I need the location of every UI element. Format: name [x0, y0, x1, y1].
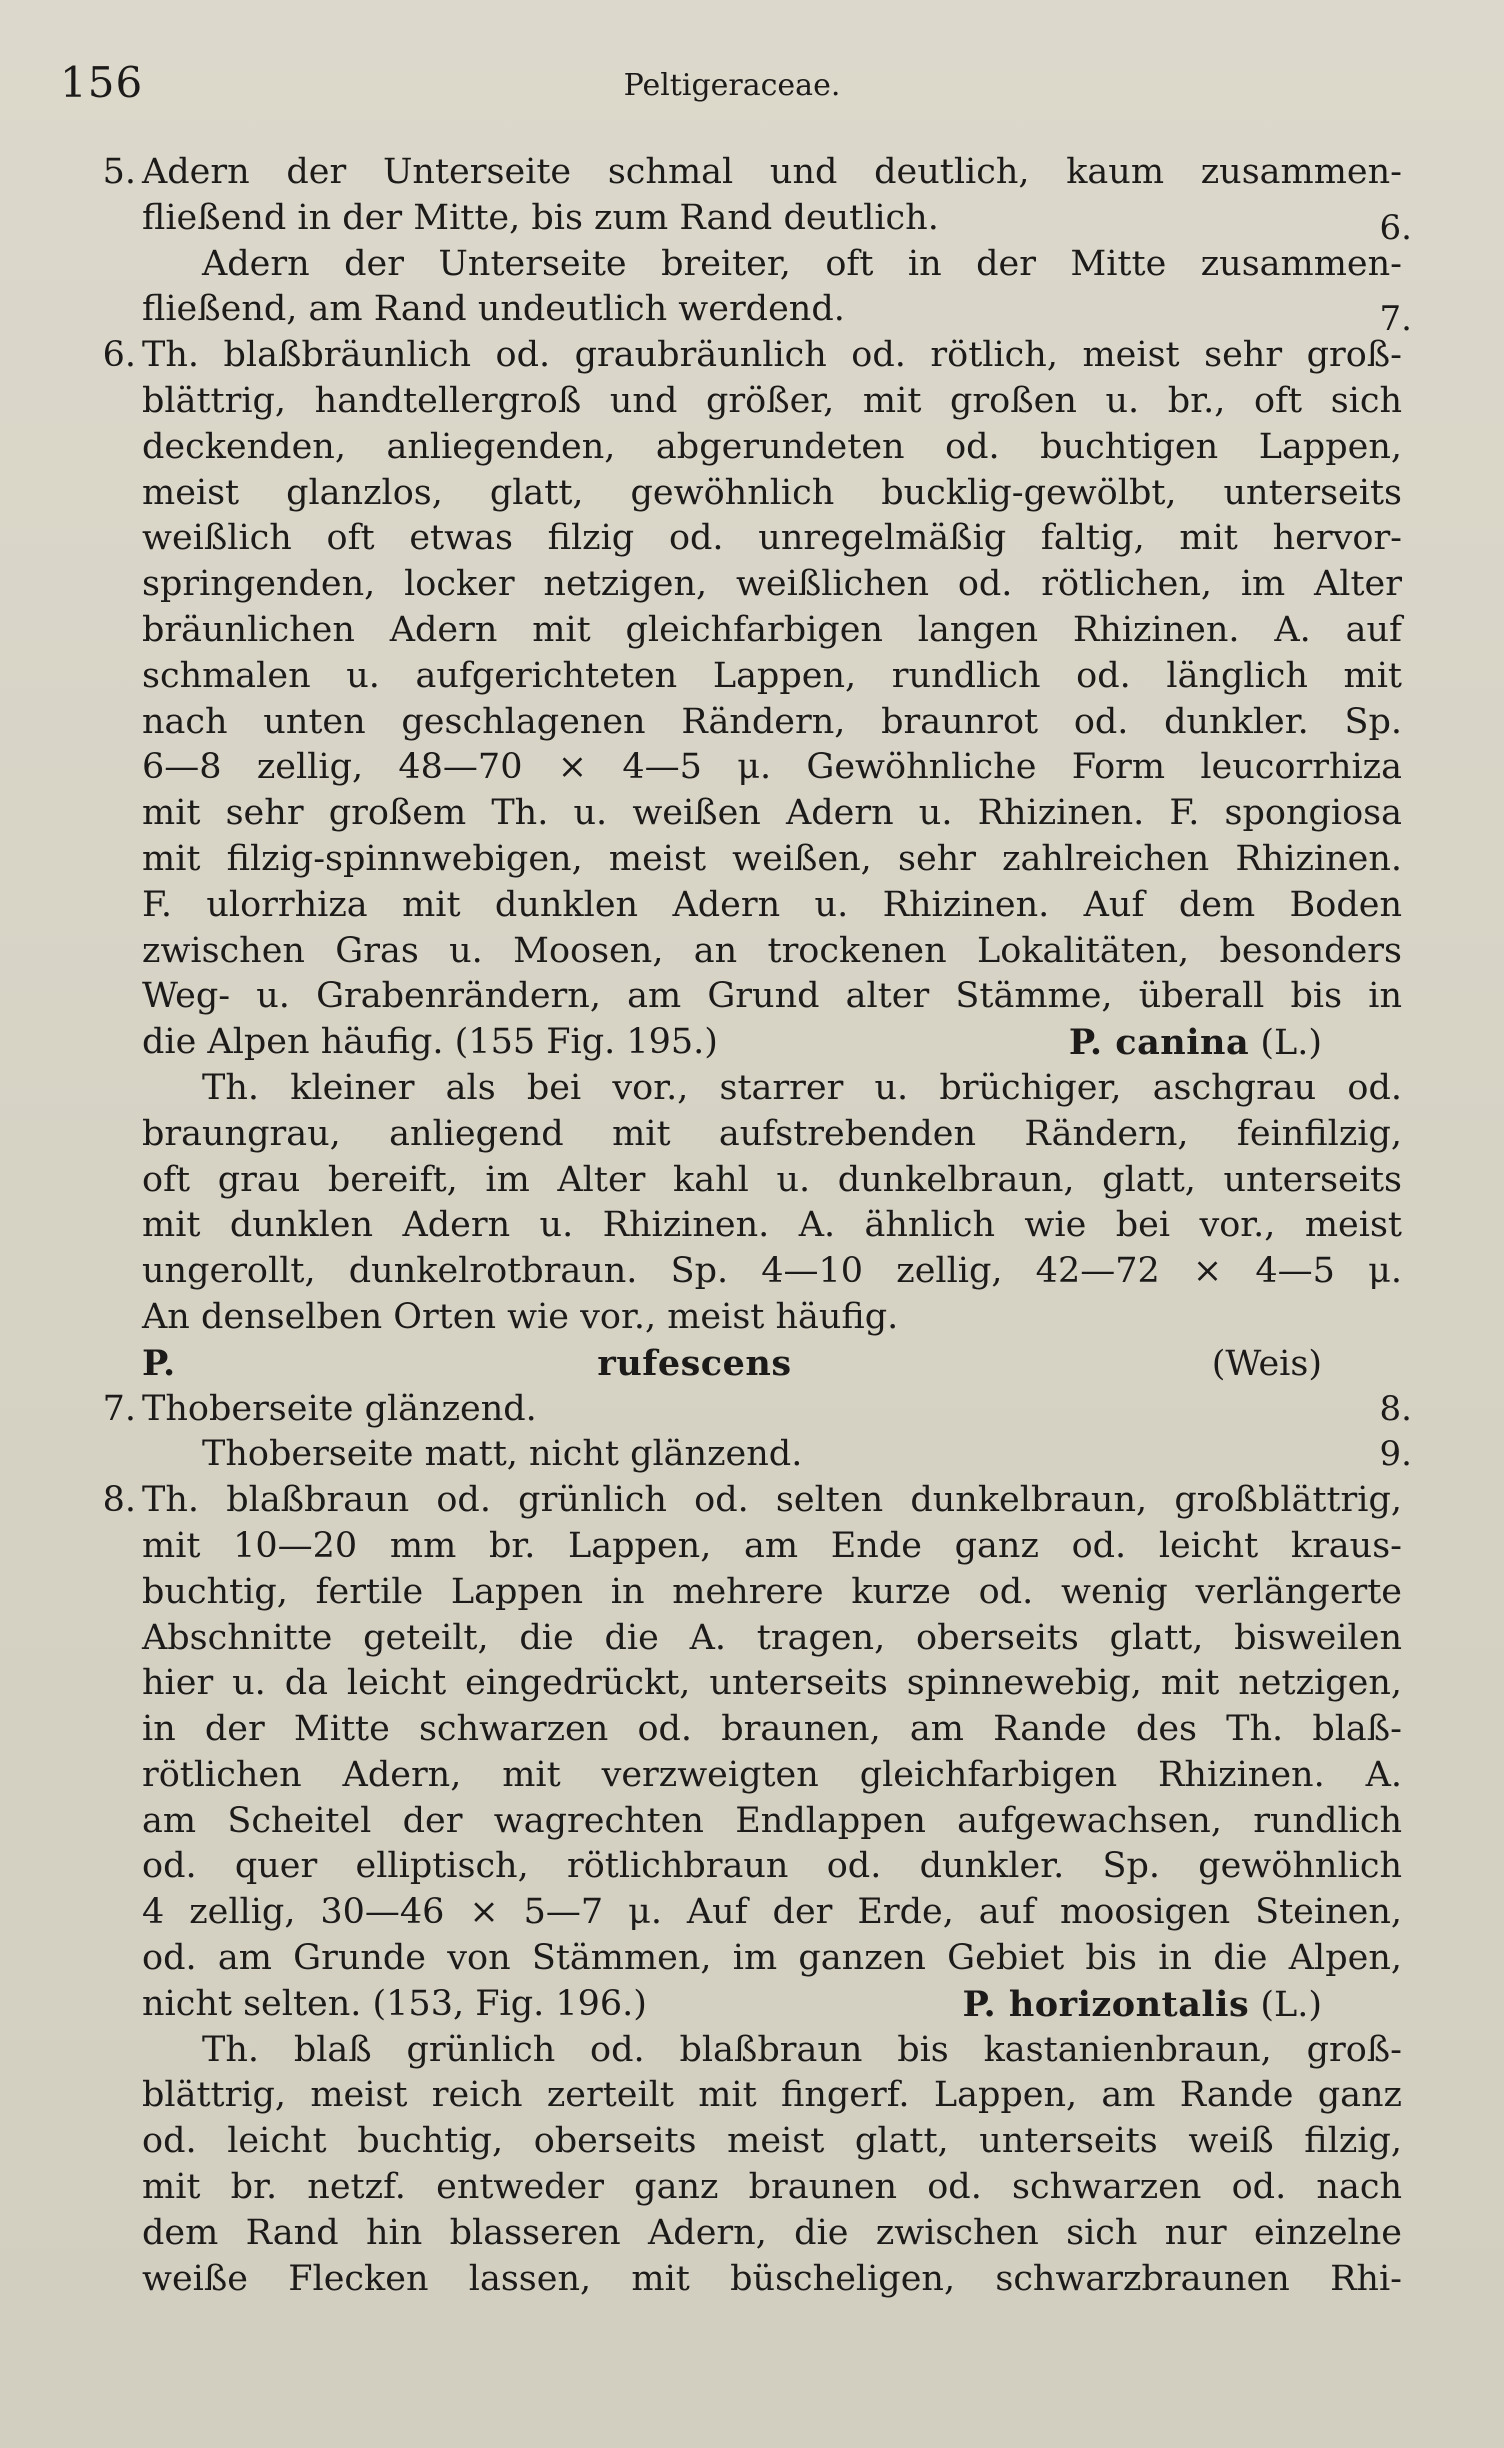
- text-line: Th. blaßbraun od. grünlich od. selten dunkelbraun, großblättrig,: [142, 1480, 1402, 1521]
- text-line: F. ulorrhiza mit dunklen Adern u. Rhizinen. Auf dem Boden: [142, 884, 1402, 925]
- text-line: zwischen Gras u. Moosen, an trockenen Lokalitäten, besonders: [142, 930, 1402, 971]
- couplet-8: [82, 1478, 1402, 2302]
- text-line: blättrig, meist reich zerteilt mit fingerf. Lappen, am Rande ganz: [142, 2075, 1402, 2116]
- couplet-6: [82, 333, 1402, 1386]
- text-line: [142, 1387, 1412, 1433]
- text-line: weißlich oft etwas filzig od. unregelmäßig faltig, mit hervor-: [142, 518, 1402, 559]
- couplet-5: [82, 150, 1412, 340]
- text-line-content: fließend in der Mitte, bis zum Rand deutlich.: [142, 197, 939, 238]
- text-line: bräunlichen Adern mit gleichfarbigen langen Rhizinen. A. auf: [142, 609, 1402, 650]
- text-line: Th. kleiner als bei vor., starrer u. brüchiger, aschgrau od.: [202, 1067, 1402, 1108]
- text-line: 6—8 zellig, 48—70 × 4—5 μ. Gewöhnliche Form leucorrhiza: [142, 747, 1402, 788]
- text-line: Weg- u. Grabenrändern, am Grund alter Stämme, überall bis in: [142, 976, 1402, 1017]
- text-line: od. quer elliptisch, rötlichbraun od. dunkler. Sp. gewöhnlich: [142, 1846, 1402, 1887]
- text-line: schmalen u. aufgerichteten Lappen, rundlich od. länglich mit: [142, 655, 1402, 696]
- text-line: nach unten geschlagenen Rändern, braunrot od. dunkler. Sp.: [142, 701, 1402, 742]
- lead-reference: 7.: [1379, 299, 1412, 340]
- text-line: ungerollt, dunkelrotbraun. Sp. 4—10 zellig, 42—72 × 4—5 μ.: [142, 1251, 1402, 1292]
- species-binomial: P. horizontalis: [962, 1983, 1250, 2025]
- text-line: mit 10—20 mm br. Lappen, am Ende ganz od. leicht kraus-: [142, 1525, 1402, 1566]
- text-line-content: nicht selten. (153, Fig. 196.): [142, 1983, 647, 2024]
- species-author: (Weis): [1211, 1343, 1322, 1384]
- species-author: (L.): [1260, 1984, 1322, 2025]
- text-line: Th. blaß grünlich od. blaßbraun bis kastanienbraun, groß-: [202, 2029, 1402, 2070]
- text-line: Th. blaßbräunlich od. graubräunlich od. rötlich, meist sehr groß-: [142, 335, 1402, 376]
- text-line: meist glanzlos, glatt, gewöhnlich bucklig-gewölbt, unterseits: [142, 472, 1402, 513]
- text-line: braungrau, anliegend mit aufstrebenden Rändern, feinfilzig,: [142, 1113, 1402, 1154]
- text-line: buchtig, fertile Lappen in mehrere kurze od. wenig verlängerte: [142, 1571, 1402, 1612]
- text-line: mit br. netzf. entweder ganz braunen od. schwarzen od. nach: [142, 2167, 1402, 2208]
- text-line: Adern der Unterseite schmal und deutlich, kaum zusammen-: [142, 152, 1402, 192]
- species-author: (L.): [1260, 1023, 1322, 1064]
- text-line: mit filzig-spinnwebigen, meist weißen, sehr zahlreichen Rhizinen.: [142, 838, 1402, 879]
- text-line: [142, 196, 1412, 248]
- species-name: [962, 1982, 1322, 2028]
- species-binomial: P. canina: [1068, 1022, 1250, 1064]
- text-line: mit dunklen Adern u. Rhizinen. A. ähnlich wie bei vor., meist: [142, 1205, 1402, 1246]
- text-line: Adern der Unterseite breiter, oft in der Mitte zusammen-: [202, 243, 1402, 284]
- text-line: deckenden, anliegenden, abgerundeten od. buchtigen Lappen,: [142, 426, 1402, 467]
- text-line-content: fließend, am Rand undeutlich werdend.: [142, 289, 845, 330]
- text-line: oft grau bereift, im Alter kahl u. dunkelbraun, glatt, unterseits: [142, 1159, 1402, 1200]
- page-header: [60, 58, 1404, 118]
- text-line: [142, 287, 1412, 340]
- text-line: in der Mitte schwarzen od. braunen, am Rande des Th. blaß-: [142, 1709, 1402, 1750]
- text-line: An denselben Orten wie vor., meist häufig.: [142, 1296, 899, 1337]
- lead-reference: 6.: [1379, 207, 1412, 248]
- page-number: 156: [60, 58, 144, 107]
- text-line: hier u. da leicht eingedrückt, unterseits spinnewebig, mit netzigen,: [142, 1663, 1402, 1704]
- couplet-number: 6.: [102, 335, 136, 376]
- running-head: Peltigeraceae.: [623, 68, 841, 103]
- couplet-number: 8.: [102, 1480, 136, 1521]
- lead-reference: 8.: [1379, 1388, 1412, 1429]
- text-line: 4 zellig, 30—46 × 5—7 μ. Auf der Erde, auf moosigen Steinen,: [142, 1892, 1402, 1933]
- text-line: springenden, locker netzigen, weißlichen od. rötlichen, im Alter: [142, 564, 1402, 605]
- lead-reference: 9.: [1379, 1434, 1412, 1475]
- text-line: od. am Grunde von Stämmen, im ganzen Gebiet bis in die Alpen,: [142, 1938, 1402, 1979]
- text-line: weiße Flecken lassen, mit büscheligen, schwarzbraunen Rhi-: [142, 2258, 1402, 2299]
- text-line-content: die Alpen häufig. (155 Fig. 195.): [142, 1022, 718, 1063]
- text-line-content: Thoberseite matt, nicht glänzend.: [202, 1434, 803, 1475]
- couplet-number: 5.: [102, 152, 136, 192]
- species-name: [1069, 1020, 1322, 1066]
- text-line: [202, 1432, 1412, 1478]
- text-line: [142, 1982, 1402, 2028]
- couplet-7: [82, 1387, 1412, 1479]
- species-name: [142, 1341, 1402, 1387]
- text-line: rötlichen Adern, mit verzweigten gleichfarbigen Rhizinen. A.: [142, 1754, 1402, 1795]
- text-line: mit sehr großem Th. u. weißen Adern u. Rhizinen. F. spongiosa: [142, 793, 1402, 834]
- text-line: blättrig, handtellergroß und größer, mit großen u. br., oft sich: [142, 380, 1402, 421]
- text-line-content: Thoberseite glänzend.: [142, 1388, 537, 1429]
- species-binomial: P. rufescens: [142, 1342, 792, 1384]
- text-line: od. leicht buchtig, oberseits meist glatt, unterseits weiß filzig,: [142, 2121, 1402, 2162]
- text-line: dem Rand hin blasseren Adern, die zwischen sich nur einzelne: [142, 2212, 1402, 2253]
- text-line: am Scheitel der wagrechten Endlappen aufgewachsen, rundlich: [142, 1800, 1402, 1841]
- text-line: [142, 1020, 1402, 1066]
- text-line: Abschnitte geteilt, die die A. tragen, oberseits glatt, bisweilen: [142, 1617, 1402, 1658]
- key-text: [82, 150, 1412, 2302]
- couplet-number: 7.: [102, 1388, 136, 1429]
